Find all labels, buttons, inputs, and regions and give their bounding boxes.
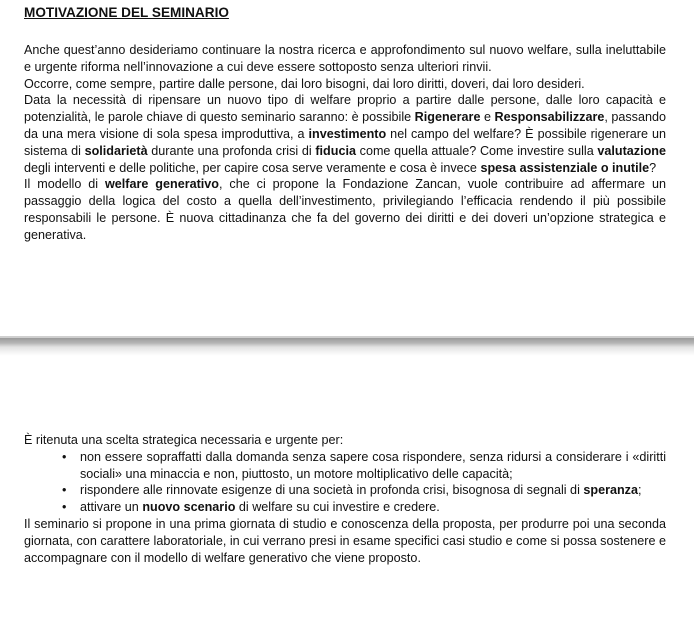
bullet-icon: • xyxy=(62,449,67,464)
keyword-investimento: investimento xyxy=(308,126,387,141)
keyword-responsabilizzare: Responsabilizzare xyxy=(494,110,605,125)
text-span: rispondere alle rinnovate esigenze di una società in profonda crisi, bisognosa di segnali di xyxy=(80,483,584,498)
keyword-nuovo-scenario: nuovo scenario xyxy=(142,500,236,515)
section-title: MOTIVAZIONE DEL SEMINARIO xyxy=(24,5,229,20)
keyword-fiducia: fiducia xyxy=(315,143,356,158)
list-item xyxy=(24,499,666,516)
closing-paragraph: Il seminario si propone in una prima giornata di studio e conoscenza della proposta, per produrre poi una seconda giornata, con carattere laboratoriale, in cui verrano presi in esame specifici casi studio e come si possa sostenere e accompagnare con il modello di welfare generativo che viene proposto. xyxy=(24,516,666,565)
intro-paragraph-2: Occorre, come sempre, partire dalle persone, dai loro bisogni, dai loro diritti, doveri, dai loro desideri. xyxy=(24,76,585,91)
keyword-welfare-generativo: welfare generativo xyxy=(104,177,219,192)
text-span: di welfare su cui investire e credere. xyxy=(235,500,440,515)
text-span: degli interventi e delle politiche, per capire cosa serve veramente e cosa è invece xyxy=(24,160,481,175)
list-item xyxy=(24,449,666,483)
intro-paragraph-4 xyxy=(24,176,666,243)
keyword-speranza: speranza xyxy=(583,483,638,498)
intro-paragraph-1: Anche quest’anno desideriamo continuare la nostra ricerca e approfondimento sul nuovo welfare, sulla ineluttabile e urgente riforma nell’innovazione a cui deve essere sottoposto senza ulteriori rinvii. xyxy=(24,43,666,74)
keyword-rigenerare: Rigenerare xyxy=(414,110,481,125)
keyword-spesa-assistenziale: spesa assistenziale o inutile xyxy=(480,160,650,175)
text-span: attivare un xyxy=(80,500,143,515)
text-span: durante una profonda crisi di xyxy=(147,143,316,158)
page-two xyxy=(24,432,666,566)
intro-section xyxy=(24,42,666,244)
keyword-solidarieta: solidarietà xyxy=(84,143,148,158)
page-separator xyxy=(0,338,694,356)
list-lead: È ritenuta una scelta strategica necessaria e urgente per: xyxy=(24,433,344,447)
text-span: Data la necessità di ripensare un nuovo tipo di welfare proprio a partire dalle persone, dalle loro capacità e potenzialità, le parole chiave di questo seminario saranno: è possibile xyxy=(24,93,666,125)
text-span: ; xyxy=(637,483,642,498)
text-span: , che ci propone la Fondazione Zancan, vuole contribuire ad affermare un passaggio della logica del costo a quella dell’investimento, privilegiando l’efficacia rendendo il più possibile responsabili le persone. È nuova cittadinanza che fa del governo dei diritti e dei doveri un’opzione strategica e generativa. xyxy=(24,177,666,242)
intro-paragraph-3 xyxy=(24,92,666,176)
text-span: e xyxy=(480,110,495,125)
list-item xyxy=(24,482,666,499)
bullet-icon: • xyxy=(62,500,67,515)
text-span: come quella attuale? Come investire sulla xyxy=(355,143,598,158)
text-span: , passando da una mera visione di sola spesa improduttiva, a xyxy=(24,110,666,141)
text-span: ? xyxy=(649,160,657,175)
reasons-list xyxy=(24,449,666,516)
bullet-icon: • xyxy=(62,483,67,498)
text-span: nel campo del welfare? È possibile rigenerare un sistema di xyxy=(24,126,666,158)
list-item-text: non essere sopraffatti dalla domanda senza sapere cosa rispondere, senza ridursi a considerare i «diritti sociali» una minaccia e non, piuttosto, un motore moltiplicativo delle capacità; xyxy=(80,449,666,481)
keyword-valutazione: valutazione xyxy=(597,143,666,158)
text-span: Il modello di xyxy=(24,177,105,192)
